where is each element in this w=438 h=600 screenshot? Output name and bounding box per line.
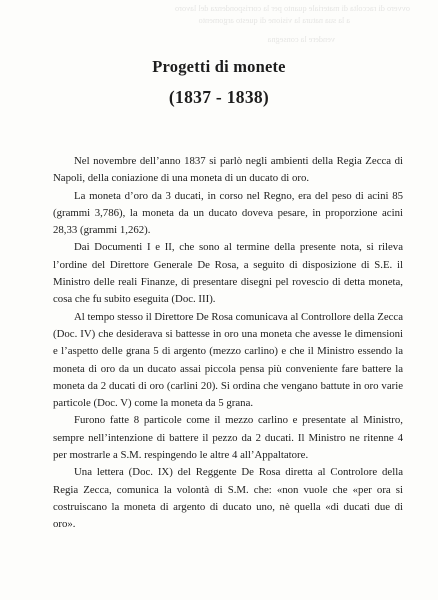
show-through-line: a la sua natura la visione di questo argomento — [198, 16, 350, 25]
paragraph: Nel novembre dell’anno 1837 si parlò negli ambienti della Regia Zecca di Napoli, della coniazione di una moneta di un ducato di oro. — [53, 155, 403, 185]
page-title: Progetti di monete — [152, 57, 286, 76]
show-through-text — [0, 0, 438, 48]
show-through-line: ovvero di raccolta di materiale quanto per la corrispondenza del lavoro — [175, 4, 410, 13]
body-text — [53, 153, 403, 534]
paragraph: Furono fatte 8 particole come il mezzo carlino e presentate al Ministro, sempre nell’intenzione di battere il pezzo da 2 ducati. Il Ministro ne ritenne 4 per mostrarle a S.M. respingendo le altre 4 all’Appaltatore. — [53, 414, 403, 462]
paragraph: Dai Documenti I e II, che sono al termine della presente nota, si rileva l’ordine del Direttore Generale De Rosa, a seguito di disposizione di S.E. il Ministro delle reali Finanze, di presentare disegni pel rovescio di detta moneta, cosa che fu subito eseguita (Doc. III). — [53, 241, 403, 306]
show-through-line: vendere la consegna — [267, 35, 335, 44]
paragraph: La moneta d’oro da 3 ducati, in corso nel Regno, era del peso di acini 85 (grammi 3,786), la moneta da un ducato doveva pesare, in proporzione acini 28,33 (grammi 1,262). — [53, 189, 403, 237]
page-subtitle-years: (1837 - 1838) — [168, 87, 270, 107]
paragraph: Al tempo stesso il Direttore De Rosa comunicava al Controllore della Zecca (Doc. IV) che desiderava si battesse in oro una moneta che avesse le dimensioni e l’aspetto delle grana 5 di argento (mezzo carlino) e che il Ministro essendo la moneta di oro da un ducato assai piccola pensa più conveniente fare battere la moneta da 2 ducati di oro (carlini 20). Si ordina che vengano battute in oro varie particole (Doc. V) come la moneta da 5 grana. — [53, 310, 403, 410]
paragraph: Una lettera (Doc. IX) del Reggente De Rosa diretta al Controlore della Regia Zecca, comunica la volontà di S.M. che: «non vuole che «per ora si costruiscano la moneta di argento di ducato uno, nè quella «di ducati due di oro». — [53, 466, 403, 531]
